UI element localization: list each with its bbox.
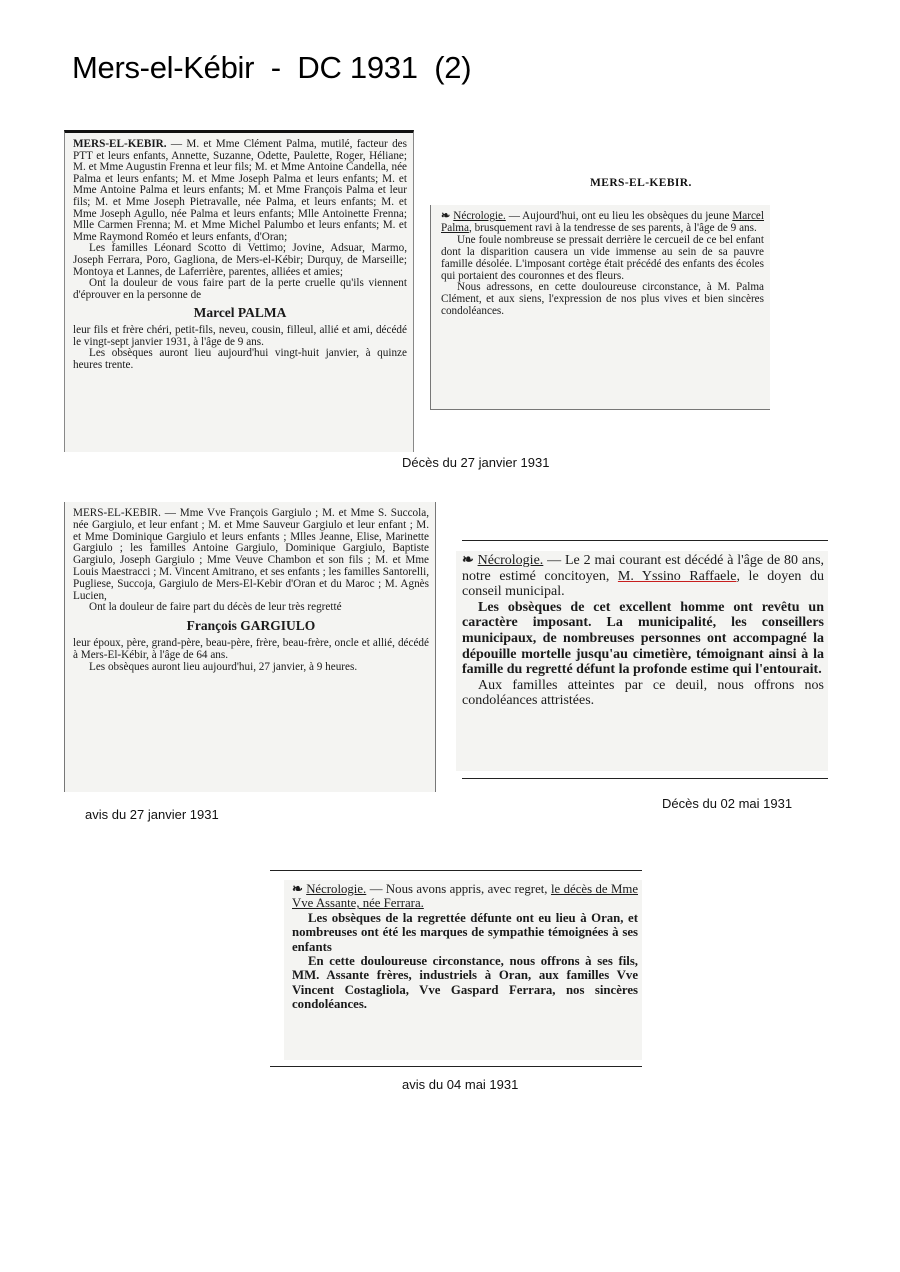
clip-text: — Le 2 mai courant est décédé à l'âge de 80 ans, notre estimé concitoyen, bbox=[462, 553, 825, 584]
clip-paragraph: Les obsèques de cet excellent homme ont revêtu un caractère imposant. La municipalité, les conseillers municipaux, de nombreuses personnes ont accompagné la dépouille mortelle jusqu'au cimetière, témoignant ainsi à la famille du regretté défunt la profonde estime qui l'entourait. bbox=[462, 599, 824, 678]
caption-deces-27-janvier: Décès du 27 janvier 1931 bbox=[402, 455, 550, 470]
deceased-name: Marcel Palma bbox=[441, 210, 765, 234]
clipping-necrologie-assante bbox=[284, 880, 642, 1060]
clip-paragraph: leur fils et frère chéri, petit-fils, neveu, cousin, filleul, allié et ami, décédé le vingt-sept janvier 1931, à l'âge de 9 ans. bbox=[73, 323, 407, 348]
page-title: Mers-el-Kébir - DC 1931 (2) bbox=[72, 50, 472, 85]
clip-text: , brusquement ravi à la tendresse de ses parents, à l'âge de 9 ans. bbox=[468, 221, 757, 234]
divider-line bbox=[270, 870, 642, 871]
clip-paragraph: — Mme Vve François Gargiulo ; M. et Mme S. Succola, née Gargiulo, et leur enfant ; M. et Mme Sauveur Gargiulo et leur enfant ; M. et Mme Dominique Gargiulo et leurs enfants ; Mlles Jeanne, Elise, Marinette Gargiulo ; les familles Antoine Gargiulo, Dominique Gargiulo, Baptiste Gargiulo, Joseph Gargiulo ; Mme Veuve Chambon et son fils ; M. et Mme Louis Maestracci ; M. Vincent Amitrano, et ses enfants ; les familles Santorelli, Pugliese, Succoja, Gargiulo de Mers-El-Kebir d'Oran et du Maroc ; M. Agnès Lucien, bbox=[73, 507, 429, 602]
necrologie-title: Nécrologie. bbox=[453, 210, 506, 222]
deceased-name: Marcel PALMA bbox=[193, 305, 287, 321]
clip-heading: MERS-EL-KEBIR. bbox=[73, 507, 161, 519]
caption-avis-27-janvier: avis du 27 janvier 1931 bbox=[85, 807, 219, 822]
clip-paragraph: — M. et Mme Clément Palma, mutilé, facteur des PTT et leurs enfants, Annette, Suzanne, Odette, Paulette, Roger, Héliane; M. et Mme Augustin Frenna et leur fils; M. et Mme Antoine Candella, née Palma et leurs enfants; M. et Mme Joseph Palma et leurs enfants; M. et Mme Antoine Palma et leurs enfants; M. et Mme François Palma et leur fils; M. et Mme Joseph Pietravalle, née Palma, et leurs enfants; M. et Mme Joseph Agullo, née Palma et leurs enfants; Mlle Antoinette Frenna; Mlle Carmen Frenna; M. et Mme Michel Palumbo et leurs enfants; M. et Mme Raymond Roméo et leurs enfants, d'Oran; bbox=[73, 138, 407, 243]
clip-paragraph: Les obsèques de la regrettée défunte ont eu lieu à Oran, et nombreuses ont été les marques de sympathie témoignées à ses enfants bbox=[292, 910, 638, 954]
fleuron-icon: ❧ bbox=[292, 882, 303, 896]
clip-text: — Nous avons appris, avec regret, bbox=[366, 882, 551, 896]
clip-paragraph: En cette douloureuse circonstance, nous offrons à ses fils, MM. Assante frères, industriels à Oran, aux familles Vve Vincent Costagliola, Vve Gaspard Ferrara, nos sincères condoléances. bbox=[292, 954, 638, 1012]
deceased-name: M. Yssino Raffaele bbox=[617, 568, 737, 584]
clip-paragraph: Nous adressons, en cette douloureuse circonstance, à M. Palma Clément, et aux siens, l'expression de nos plus vives et bien sincères condoléances. bbox=[441, 281, 764, 318]
clip-paragraph: Aux familles atteintes par ce deuil, nous offrons nos condoléances attristées. bbox=[462, 677, 824, 709]
clip-paragraph: leur époux, père, grand-père, beau-père, frère, beau-frère, oncle et allié, décédé à Mers-El-Kébir, à l'âge de 64 ans. bbox=[73, 636, 429, 661]
clipping-palma-family-notice bbox=[64, 130, 414, 452]
clipping-necrologie-marcel-palma bbox=[430, 205, 770, 410]
caption-avis-04-mai: avis du 04 mai 1931 bbox=[402, 1077, 519, 1092]
clipping-necrologie-yssino-raffaele bbox=[456, 551, 828, 771]
clip-text: — Aujourd'hui, ont eu lieu les obsèques du jeune bbox=[505, 210, 733, 222]
divider-line bbox=[270, 1066, 642, 1067]
deceased-name: le décès de Mme Vve Assante, née Ferrara. bbox=[292, 882, 639, 911]
necrologie-title: Nécrologie. bbox=[306, 882, 367, 896]
clip-paragraph: Une foule nombreuse se pressait derrière le cercueil de ce bel enfant dont la disparition causera un vide immense au sein de sa pauvre famille désolée. L'imposant cortège était précédé des enfants des écoles qui portaient des couronnes et des fleurs. bbox=[441, 233, 764, 282]
clip-paragraph: Les obsèques auront lieu aujourd'hui, 27 janvier, à 9 heures. bbox=[89, 660, 358, 673]
deceased-name: François GARGIULO bbox=[186, 618, 316, 634]
divider-line bbox=[462, 540, 828, 541]
caption-deces-02-mai: Décès du 02 mai 1931 bbox=[662, 796, 793, 811]
clip-heading: MERS-EL-KEBIR. bbox=[590, 177, 692, 189]
clip-heading: MERS-EL-KEBIR. bbox=[73, 138, 167, 150]
clipping-gargiulo-family-notice bbox=[64, 502, 436, 792]
fleuron-icon: ❧ bbox=[441, 210, 451, 222]
clip-paragraph: Ont la douleur de faire part du décès de leur très regretté bbox=[89, 601, 342, 614]
clip-paragraph: Les familles Léonard Scotto di Vettimo; Jovine, Adsuar, Marmo, Joseph Ferrara, Poro, Gagliona, de Mers-el-Kébir; Durquy, de Marseille; Montoya et Lannes, de Laferrière, parentes, alliées et amies; bbox=[73, 242, 407, 278]
clip-text: , le doyen du conseil municipal. bbox=[462, 568, 824, 600]
divider-line bbox=[462, 778, 828, 779]
fleuron-icon: ❧ bbox=[462, 553, 474, 568]
clip-paragraph: Les obsèques auront lieu aujourd'hui vingt-huit janvier, à quinze heures trente. bbox=[73, 347, 407, 371]
necrologie-title: Nécrologie. bbox=[477, 553, 544, 568]
clip-paragraph: Ont la douleur de vous faire part de la perte cruelle qu'ils viennent d'éprouver en la personne de bbox=[73, 277, 407, 301]
